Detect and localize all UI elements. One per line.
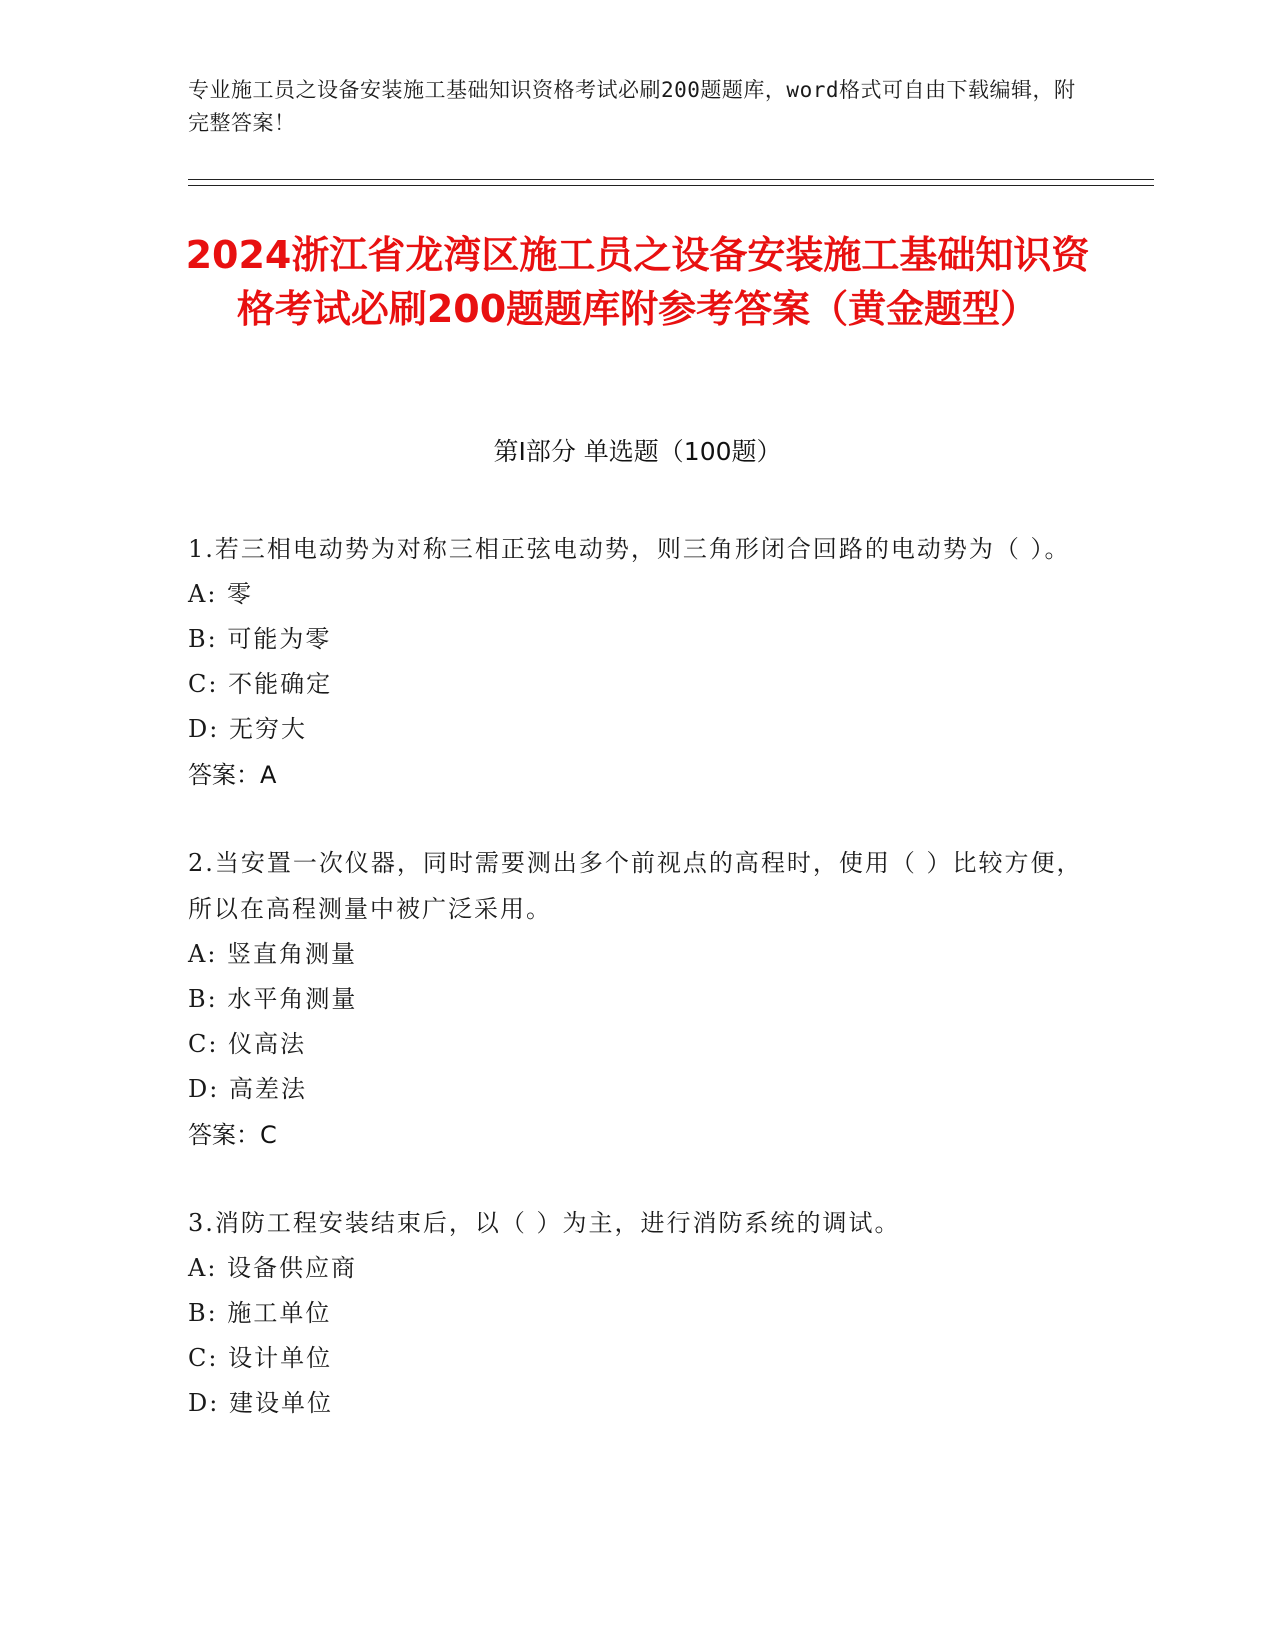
option-c: C: 设计单位: [188, 1344, 333, 1372]
question-stem: 2.当安置一次仪器，同时需要测出多个前视点的高程时，使用（ ）比较方便，所以在高程测量中被广泛采用。: [188, 849, 1083, 923]
question-stem: 3.消防工程安装结束后，以（ ）为主，进行消防系统的调试。: [188, 1209, 901, 1237]
option-d: D: 无穷大: [188, 715, 307, 743]
option-a: A: 零: [188, 580, 254, 608]
option-c: C: 不能确定: [188, 670, 333, 698]
option-b: B: 水平角测量: [188, 985, 358, 1013]
answer-line: 答案：A: [188, 761, 277, 789]
header-note: 专业施工员之设备安装施工基础知识资格考试必刷200题题库，word格式可自由下载编辑，附完整答案！: [188, 78, 1076, 135]
header-divider-top: [188, 179, 1154, 180]
question-stem: 1.若三相电动势为对称三相正弦电动势，则三角形闭合回路的电动势为（ ）。: [188, 535, 1071, 563]
section-title: 第I部分 单选题（100题）: [493, 437, 782, 466]
option-b: B: 施工单位: [188, 1299, 332, 1327]
document-title: 2024浙江省龙湾区施工员之设备安装施工基础知识资格考试必刷200题题库附参考答案（黄金题型）: [185, 233, 1090, 331]
option-d: D: 建设单位: [188, 1389, 333, 1417]
option-c: C: 仪高法: [188, 1030, 307, 1058]
option-a: A: 设备供应商: [188, 1254, 358, 1282]
header-divider-bottom: [188, 185, 1154, 186]
question-3: [188, 1200, 1088, 1426]
option-a: A: 竖直角测量: [188, 940, 358, 968]
option-b: B: 可能为零: [188, 625, 332, 653]
option-d: D: 高差法: [188, 1075, 307, 1103]
question-2: [188, 840, 1088, 1158]
answer-line: 答案：C: [188, 1121, 277, 1149]
question-list: [188, 526, 1088, 1468]
question-1: [188, 526, 1088, 798]
